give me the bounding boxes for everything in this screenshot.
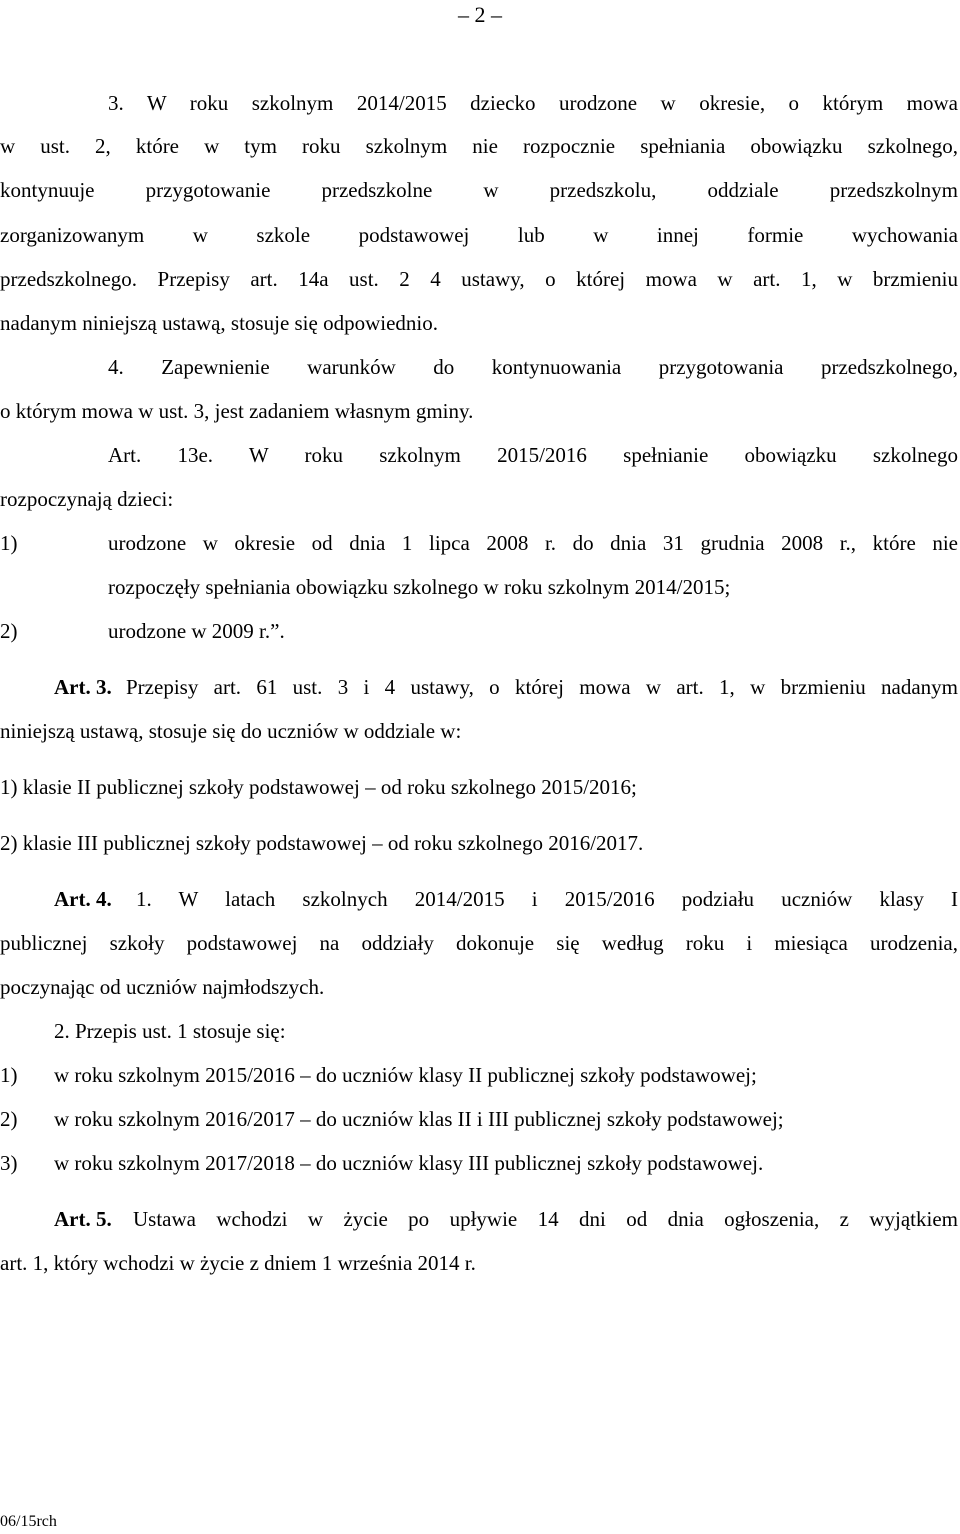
article-heading: Art. 4. <box>54 887 112 911</box>
list-item-text: rozpoczęły spełniania obowiązku szkolnego w roku szkolnym 2014/2015; <box>108 575 731 599</box>
list-item-text: 2) klasie III publicznej szkoły podstawowej – od roku szkolnego 2016/2017. <box>0 831 644 855</box>
list-item-text: w roku szkolnym 2015/2016 – do uczniów klasy II publicznej szkoły podstawowej; <box>54 1063 757 1087</box>
paragraph-line: nadanym niniejszą ustawą, stosuje się odpowiednio. <box>0 311 438 335</box>
paragraph-line: Ustawa wchodzi w życie po upływie 14 dni od dnia ogłoszenia, z wyjątkiem <box>133 1207 958 1231</box>
list-item-text: w roku szkolnym 2017/2018 – do uczniów klasy III publicznej szkoły podstawowej. <box>54 1151 764 1175</box>
paragraph-line: rozpoczynają dzieci: <box>0 487 174 511</box>
paragraph-line: o którym mowa w ust. 3, jest zadaniem własnym gminy. <box>0 399 474 423</box>
paragraph-line: kontynuuje przygotowanie przedszkolne w przedszkolu, oddziale przedszkolnym <box>0 178 958 202</box>
paragraph-line: Przepisy art. 61 ust. 3 i 4 ustawy, o której mowa w art. 1, w brzmieniu nadanym <box>126 675 958 699</box>
page-number: – 2 – <box>458 2 502 27</box>
list-item-text: urodzone w 2009 r.”. <box>108 619 285 643</box>
paragraph-line: 1. W latach szkolnych 2014/2015 i 2015/2016 podziału uczniów klasy I <box>136 887 958 911</box>
paragraph-line: 2. Przepis ust. 1 stosuje się: <box>54 1019 286 1043</box>
paragraph-line: w ust. 2, które w tym roku szkolnym nie rozpocznie spełniania obowiązku szkolnego, <box>0 134 958 158</box>
list-item-text: urodzone w okresie od dnia 1 lipca 2008 r. do dnia 31 grudnia 2008 r., które nie <box>108 531 958 555</box>
list-marker: 3) <box>0 1151 18 1175</box>
paragraph-line: poczynając od uczniów najmłodszych. <box>0 975 325 999</box>
list-item-text: 1) klasie II publicznej szkoły podstawowej – od roku szkolnego 2015/2016; <box>0 775 637 799</box>
article-heading: Art. 3. <box>54 675 112 699</box>
article-13e-line: Art. 13e. W roku szkolnym 2015/2016 spełnianie obowiązku szkolnego <box>108 443 958 467</box>
footer-code: 06/15rch <box>0 1513 57 1530</box>
paragraph-line: zorganizowanym w szkole podstawowej lub w innej formie wychowania <box>0 223 958 247</box>
list-marker: 2) <box>0 1107 18 1131</box>
paragraph-line: niniejszą ustawą, stosuje się do uczniów w oddziale w: <box>0 719 462 743</box>
paragraph-line: 3. W roku szkolnym 2014/2015 dziecko urodzone w okresie, o którym mowa <box>108 91 958 115</box>
paragraph-line: przedszkolnego. Przepisy art. 14a ust. 2 4 ustawy, o której mowa w art. 1, w brzmieniu <box>0 267 958 291</box>
list-marker: 2) <box>0 619 18 643</box>
list-marker: 1) <box>0 531 18 555</box>
list-marker: 1) <box>0 1063 18 1087</box>
paragraph-line: 4. Zapewnienie warunków do kontynuowania przygotowania przedszkolnego, <box>108 355 958 379</box>
paragraph-line: art. 1, który wchodzi w życie z dniem 1 września 2014 r. <box>0 1251 476 1275</box>
article-heading: Art. 5. <box>54 1207 112 1231</box>
paragraph-line: publicznej szkoły podstawowej na oddziały dokonuje się według roku i miesiąca urodzenia, <box>0 931 958 955</box>
list-item-text: w roku szkolnym 2016/2017 – do uczniów klas II i III publicznej szkoły podstawowej; <box>54 1107 784 1131</box>
